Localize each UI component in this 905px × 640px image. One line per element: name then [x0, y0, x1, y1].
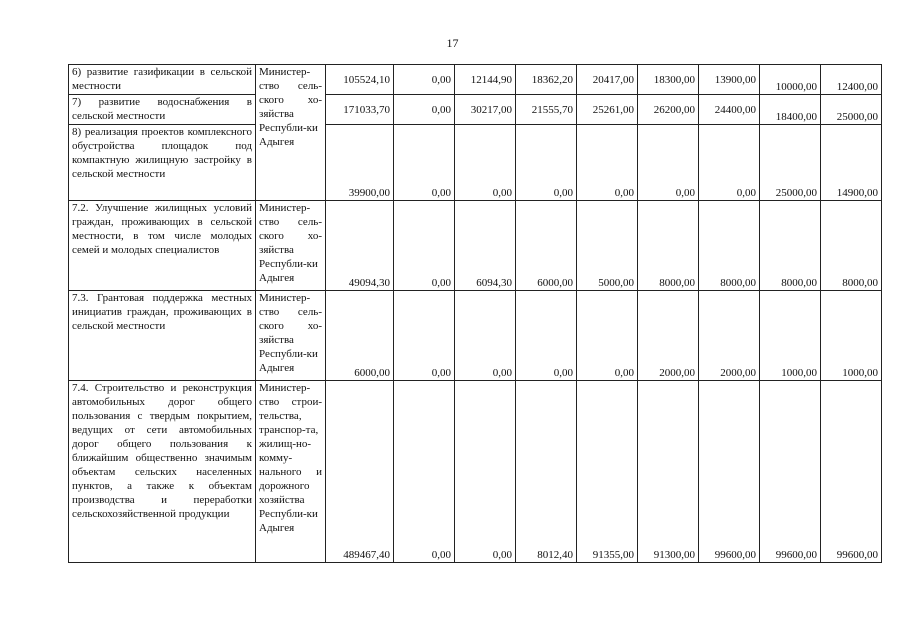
table-cell: 25000,00 [821, 95, 882, 125]
table-cell: 25261,00 [577, 95, 638, 125]
table-cell: 0,00 [516, 291, 577, 381]
table-cell: 1000,00 [760, 291, 821, 381]
table-cell: 2000,00 [699, 291, 760, 381]
table-cell: 8000,00 [638, 201, 699, 291]
table-cell: 6000,00 [326, 291, 394, 381]
table-cell: 91300,00 [638, 381, 699, 563]
table-cell: 18400,00 [760, 95, 821, 125]
budget-table [68, 64, 882, 563]
table-cell: 5000,00 [577, 201, 638, 291]
table-cell: 99600,00 [760, 381, 821, 563]
table-cell: 18362,20 [516, 65, 577, 95]
table-cell: 10000,00 [760, 65, 821, 95]
row-description: 6) развитие газификации в сельской местности [69, 65, 256, 95]
table-cell: 24400,00 [699, 95, 760, 125]
table-cell: 18300,00 [638, 65, 699, 95]
table-cell: 99600,00 [699, 381, 760, 563]
table-cell: 20417,00 [577, 65, 638, 95]
table-row [69, 95, 882, 125]
table-cell: 0,00 [516, 125, 577, 201]
table-cell: 8000,00 [821, 201, 882, 291]
table-cell: 0,00 [394, 291, 455, 381]
table-row [69, 201, 882, 291]
table-cell: 8000,00 [760, 201, 821, 291]
table-cell: 21555,70 [516, 95, 577, 125]
row-description: 7.2. Улучшение жилищных условий граждан, проживающих в сельской местности, в том числе молодых семей и молодых специалистов [69, 201, 256, 291]
table-row [69, 125, 882, 201]
row-description: 7.3. Грантовая поддержка местных инициатив граждан, проживающих в сельской местности [69, 291, 256, 381]
table-cell: 0,00 [394, 95, 455, 125]
table-cell: 0,00 [638, 125, 699, 201]
table-cell: 0,00 [455, 125, 516, 201]
table-cell: 0,00 [394, 65, 455, 95]
table-cell: 8012,40 [516, 381, 577, 563]
row-description: 7) развитие водоснабжения в сельской местности [69, 95, 256, 125]
table-cell: 12144,90 [455, 65, 516, 95]
table-cell: 171033,70 [326, 95, 394, 125]
table-cell: 0,00 [699, 125, 760, 201]
table-cell: 13900,00 [699, 65, 760, 95]
table-row [69, 291, 882, 381]
table-cell: 30217,00 [455, 95, 516, 125]
table-cell: 49094,30 [326, 201, 394, 291]
table-cell: 0,00 [577, 291, 638, 381]
row-executor: Министер-ство сель-ского хо-зяйства Республи-ки Адыгея [256, 65, 326, 201]
row-executor: Министер-ство сель-ского хо-зяйства Республи-ки Адыгея [256, 201, 326, 291]
row-description: 8) реализация проектов комплексного обустройства площадок под компактную жилищную застройку в сельской местности [69, 125, 256, 201]
row-executor: Министер-ство сель-ского хо-зяйства Республи-ки Адыгея [256, 291, 326, 381]
table-cell: 14900,00 [821, 125, 882, 201]
table-cell: 0,00 [455, 381, 516, 563]
table-cell: 0,00 [455, 291, 516, 381]
row-executor: Министер-ство строи-тельства, транспор-та, жилищ-но-комму-нального и дорожного хозяйства Республи-ки Адыгея [256, 381, 326, 563]
table-cell: 0,00 [394, 381, 455, 563]
table-cell: 0,00 [394, 201, 455, 291]
table-cell: 0,00 [577, 125, 638, 201]
table-cell: 91355,00 [577, 381, 638, 563]
table-cell: 25000,00 [760, 125, 821, 201]
page-number: 17 [446, 36, 459, 50]
table-row [69, 381, 882, 563]
table-row [69, 65, 882, 95]
table-cell: 26200,00 [638, 95, 699, 125]
table-cell: 99600,00 [821, 381, 882, 563]
table-cell: 6094,30 [455, 201, 516, 291]
table-cell: 1000,00 [821, 291, 882, 381]
table-cell: 6000,00 [516, 201, 577, 291]
row-description: 7.4. Строительство и реконструкция автомобильных дорог общего пользования с твердым покрытием, ведущих от сети автомобильных дорог общего пользования к ближайшим общественно значимым объектам сельских населенных пунктов, а также к объектам производства и переработки сельскохозяйственной продукции [69, 381, 256, 563]
table-cell: 39900,00 [326, 125, 394, 201]
table-cell: 105524,10 [326, 65, 394, 95]
table-cell: 489467,40 [326, 381, 394, 563]
table-cell: 8000,00 [699, 201, 760, 291]
table-cell: 0,00 [394, 125, 455, 201]
table-cell: 12400,00 [821, 65, 882, 95]
table-cell: 2000,00 [638, 291, 699, 381]
